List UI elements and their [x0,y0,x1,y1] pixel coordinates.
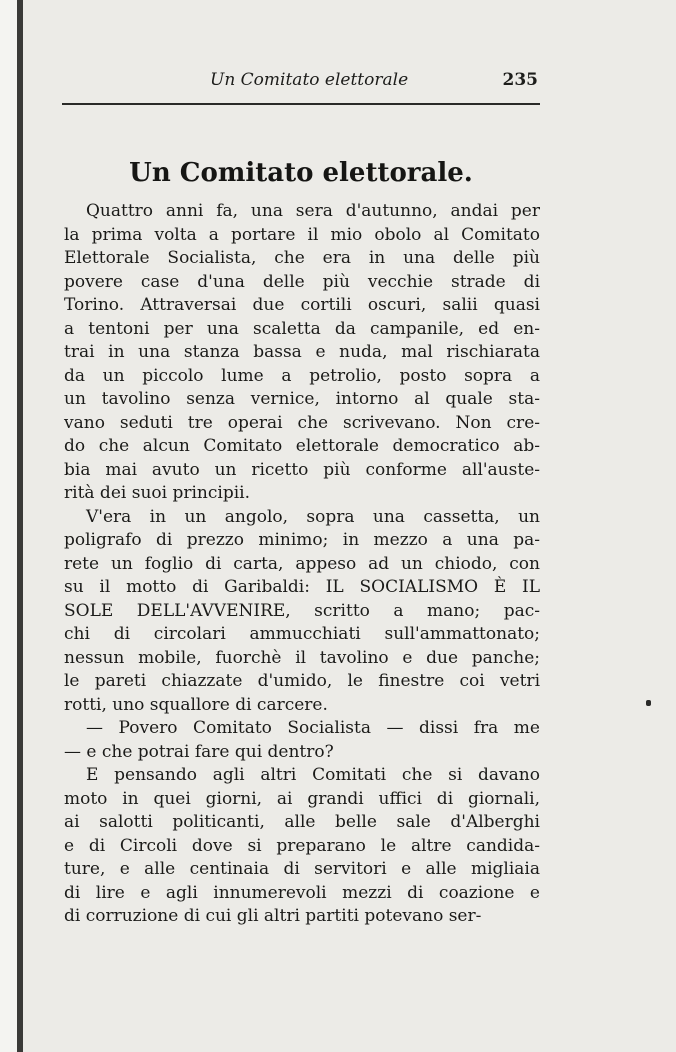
paragraph [64,200,540,506]
text-line: — Povero Comitato Socialista — dissi fra me [86,718,540,738]
text-line: su il motto di Garibaldi: IL SOCIALISMO È IL [64,577,540,597]
text-line: le pareti chiazzate d'umido, le finestre coi vetri [64,671,540,691]
text-line: povere case d'una delle più vecchie strade di [64,271,540,292]
text-line: rete un foglio di carta, appeso ad un chiodo, con [64,553,540,574]
text-line: Quattro anni fa, una sera d'autunno, andai per [86,201,540,221]
text-line: chi di circolari ammucchiati sull'ammattonato; [64,624,540,644]
page-binding-edge [17,0,23,1052]
text-line: rità dei suoi principii. [64,483,250,503]
text-line: nessun mobile, fuorchè il tavolino e due panche; [64,647,540,668]
text-line: ture, e alle centinaia di servitori e alle migliaia [64,859,540,879]
text-line: V'era in un angolo, sopra una cassetta, un [86,506,540,527]
text-line: — e che potrai fare qui dentro? [64,741,334,762]
print-speck [646,700,651,706]
text-line: E pensando agli altri Comitati che si davano [86,765,540,785]
text-line: moto in quei giorni, ai grandi uffici di giornali, [64,788,540,809]
text-line: bia mai avuto un ricetto più conforme all'auste- [64,459,540,480]
text-line: do che alcun Comitato elettorale democratico ab- [64,436,540,456]
chapter-title: Un Comitato elettorale. [129,158,473,188]
page-gutter [0,0,17,1052]
header-rule [62,103,540,105]
text-line: ai salotti politicanti, alle belle sale d'Alberghi [64,812,540,832]
text-line: a tentoni per una scaletta da campanile, ed en- [64,318,540,339]
text-line: Torino. Attraversai due cortili oscuri, salii quasi [64,295,540,315]
text-line: da un piccolo lume a petrolio, posto sopra a [64,365,540,386]
text-line: poligrafo di prezzo minimo; in mezzo a una pa- [64,530,540,550]
text-line: e di Circoli dove si preparano le altre candida- [64,835,540,856]
paragraph [64,717,540,764]
paragraph [64,506,540,718]
running-header [62,70,540,94]
running-header-title: Un Comitato elettorale [210,70,409,90]
body-text [64,200,540,929]
text-line: rotti, uno squallore di carcere. [64,694,328,715]
page-number: 235 [502,70,538,90]
text-line: trai in una stanza bassa e nuda, mal rischiarata [64,342,540,362]
text-line: di lire e agli innumerevoli mezzi di coazione e [64,882,540,903]
text-line: vano seduti tre operai che scrivevano. Non cre- [64,412,540,433]
text-line: Elettorale Socialista, che era in una delle più [64,248,540,268]
text-line: SOLE DELL'AVVENIRE, scritto a mano; pac- [64,600,540,621]
text-line: la prima volta a portare il mio obolo al Comitato [64,224,540,245]
text-line: un tavolino senza vernice, intorno al quale sta- [64,389,540,409]
text-line: di corruzione di cui gli altri partiti potevano ser- [64,906,482,926]
paragraph [64,764,540,929]
